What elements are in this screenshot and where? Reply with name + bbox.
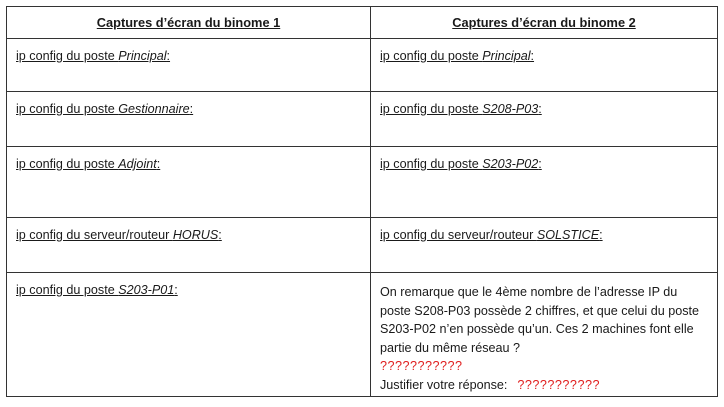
- question-cell: [371, 273, 718, 397]
- label-prefix: ip config du poste: [380, 102, 483, 116]
- cell-label: [371, 39, 717, 64]
- label-suffix: :: [174, 283, 178, 297]
- table-row: [7, 273, 718, 397]
- header-binome-1: Captures d’écran du binome 1: [7, 7, 371, 39]
- cell-label: [7, 218, 370, 243]
- label-prefix: ip config du serveur/routeur: [380, 228, 537, 242]
- question-text: On remarque que le 4ème nombre de l’adresse IP du poste S208-P03 possède 2 chiffres, et que celui du poste S203-P02 n’en possède qu’un. Ces 2 machines font elle partie du même réseau ?: [380, 285, 700, 355]
- host-name: Gestionnaire: [118, 102, 190, 116]
- cell-binome-1: [7, 147, 371, 218]
- table-row: [7, 92, 718, 147]
- host-name: Principal: [482, 49, 531, 63]
- cell-label: [371, 92, 717, 117]
- label-suffix: :: [189, 102, 194, 116]
- host-name: Adjoint: [118, 157, 157, 171]
- cell-binome-2: [371, 147, 718, 218]
- host-name: S203-P01: [118, 283, 175, 297]
- host-name: S203-P02: [482, 157, 539, 171]
- label-prefix: ip config du poste: [16, 283, 119, 297]
- label-prefix: ip config du poste: [16, 49, 119, 63]
- cell-binome-2: [371, 92, 718, 147]
- label-prefix: ip config du poste: [16, 102, 119, 116]
- cell-label: [7, 92, 370, 117]
- label-suffix: :: [156, 157, 161, 171]
- label-suffix: :: [538, 157, 542, 171]
- label-suffix: :: [530, 49, 535, 63]
- cell-label: [371, 218, 717, 243]
- table-row: [7, 218, 718, 273]
- label-suffix: :: [538, 102, 542, 116]
- host-name: HORUS: [172, 228, 219, 242]
- cell-binome-2: [371, 39, 718, 92]
- cell-binome-1: [7, 218, 371, 273]
- cell-binome-1: [7, 92, 371, 147]
- host-name: S208-P03: [482, 102, 539, 116]
- screenshot-table: [6, 6, 718, 397]
- cell-label: [7, 147, 370, 172]
- host-name: SOLSTICE: [536, 228, 600, 242]
- cell-binome-1: [7, 273, 371, 397]
- justify-placeholder: ???????????: [517, 377, 600, 392]
- header-row: [7, 7, 718, 39]
- cell-label: [7, 273, 370, 298]
- label-prefix: ip config du poste: [380, 157, 483, 171]
- header-binome-2: Captures d’écran du binome 2: [371, 7, 718, 39]
- label-suffix: :: [599, 228, 603, 242]
- label-prefix: ip config du poste: [380, 49, 483, 63]
- cell-label: [7, 39, 370, 64]
- host-name: Principal: [118, 49, 167, 63]
- table-row: [7, 147, 718, 218]
- table-row: [7, 39, 718, 92]
- answer-placeholder: ???????????: [380, 359, 463, 373]
- label-prefix: ip config du serveur/routeur: [16, 228, 173, 242]
- cell-binome-2: [371, 218, 718, 273]
- cell-label: [371, 147, 717, 172]
- cell-binome-1: [7, 39, 371, 92]
- label-prefix: ip config du poste: [16, 157, 119, 171]
- label-suffix: :: [166, 49, 171, 63]
- label-suffix: :: [218, 228, 222, 242]
- justify-label: Justifier votre réponse:: [380, 377, 508, 392]
- question-block: [371, 273, 717, 394]
